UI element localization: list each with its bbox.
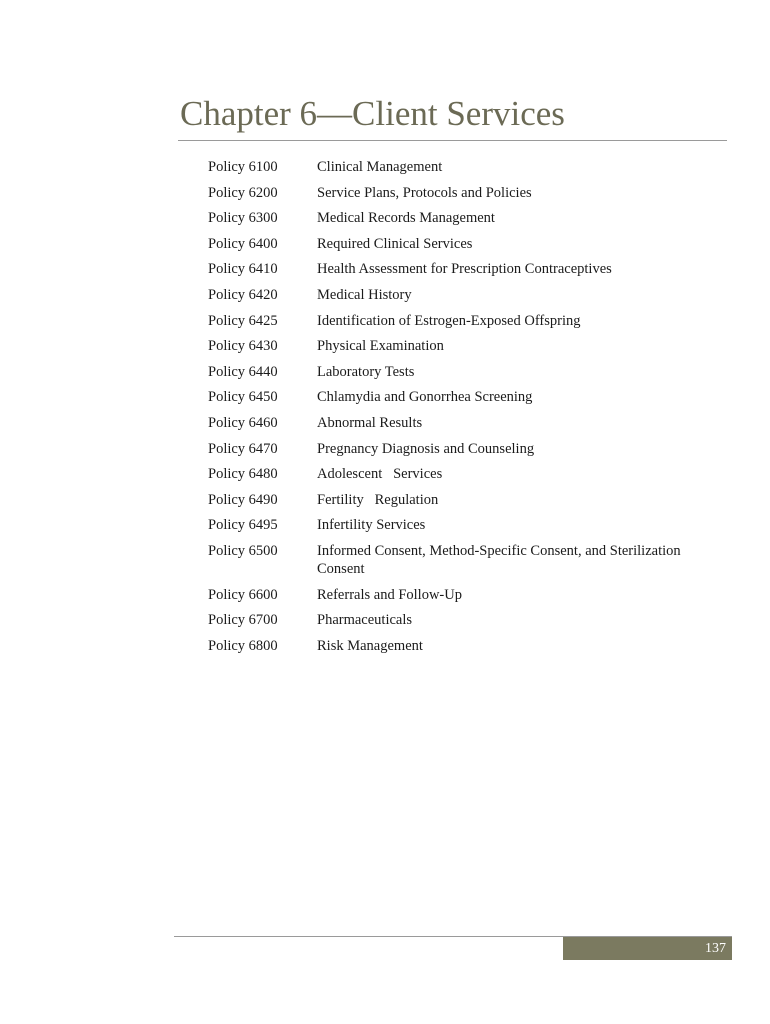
page-number-box: [563, 937, 732, 960]
policy-name: Adolescent Services: [317, 466, 443, 483]
policy-row: [208, 363, 728, 381]
policy-name: Service Plans, Protocols and Policies: [317, 184, 532, 201]
policy-row: [208, 516, 728, 534]
policy-name: Clinical Management: [317, 159, 443, 175]
policy-name: Identification of Estrogen-Exposed Offspring: [317, 312, 581, 329]
page-title: Chapter 6—Client Services: [180, 94, 565, 133]
policy-name: Medical History: [317, 286, 412, 303]
policy-number: Policy 6480: [208, 466, 278, 483]
policy-number: Policy 6410: [208, 261, 278, 278]
policy-number: Policy 6425: [208, 312, 278, 329]
policy-number: Policy 6490: [208, 491, 278, 508]
policy-name: Physical Examination: [317, 338, 444, 355]
policy-row: [208, 337, 728, 355]
policy-row: [208, 312, 728, 330]
policy-row: [208, 440, 728, 458]
policy-number: Policy 6700: [208, 612, 278, 629]
policy-number: Policy 6460: [208, 414, 278, 431]
policy-row: [208, 388, 728, 406]
policy-name: Chlamydia and Gonorrhea Screening: [317, 389, 533, 406]
policy-row: [208, 184, 728, 202]
policy-list: [208, 158, 728, 662]
policy-number: Policy 6400: [208, 235, 278, 252]
policy-name: Abnormal Results: [317, 414, 423, 431]
policy-number: Policy 6800: [208, 637, 278, 654]
policy-name: Health Assessment for Prescription Contraceptives: [317, 261, 612, 278]
policy-number: Policy 6200: [208, 184, 278, 201]
policy-number: Policy 6495: [208, 517, 278, 534]
policy-row: [208, 586, 728, 604]
policy-name: Risk Management: [317, 637, 423, 654]
policy-row: [208, 158, 728, 176]
title-divider: [178, 140, 727, 141]
policy-row: [208, 260, 728, 278]
policy-row: [208, 491, 728, 509]
page-number: 137: [705, 941, 726, 956]
policy-name: Referrals and Follow-Up: [317, 586, 462, 603]
policy-name: Pregnancy Diagnosis and Counseling: [317, 440, 535, 457]
policy-name: Informed Consent, Method-Specific Consent, and Sterilization Consent: [317, 542, 685, 577]
policy-row: [208, 542, 728, 578]
policy-row: [208, 637, 728, 655]
policy-number: Policy 6100: [208, 159, 278, 175]
policy-number: Policy 6440: [208, 363, 278, 380]
policy-name: Medical Records Management: [317, 210, 495, 227]
policy-number: Policy 6430: [208, 338, 278, 355]
policy-name: Pharmaceuticals: [317, 612, 413, 629]
policy-row: [208, 611, 728, 629]
policy-name: Required Clinical Services: [317, 235, 473, 252]
policy-number: Policy 6450: [208, 389, 278, 406]
policy-number: Policy 6420: [208, 286, 278, 303]
policy-name: Fertility Regulation: [317, 491, 439, 508]
policy-row: [208, 414, 728, 432]
policy-number: Policy 6470: [208, 440, 278, 457]
policy-row: [208, 235, 728, 253]
policy-row: [208, 465, 728, 483]
policy-row: [208, 209, 728, 227]
policy-row: [208, 286, 728, 304]
policy-number: Policy 6500: [208, 542, 278, 559]
policy-number: Policy 6300: [208, 210, 278, 227]
policy-name: Laboratory Tests: [317, 363, 415, 380]
policy-number: Policy 6600: [208, 586, 278, 603]
policy-name: Infertility Services: [317, 517, 426, 534]
